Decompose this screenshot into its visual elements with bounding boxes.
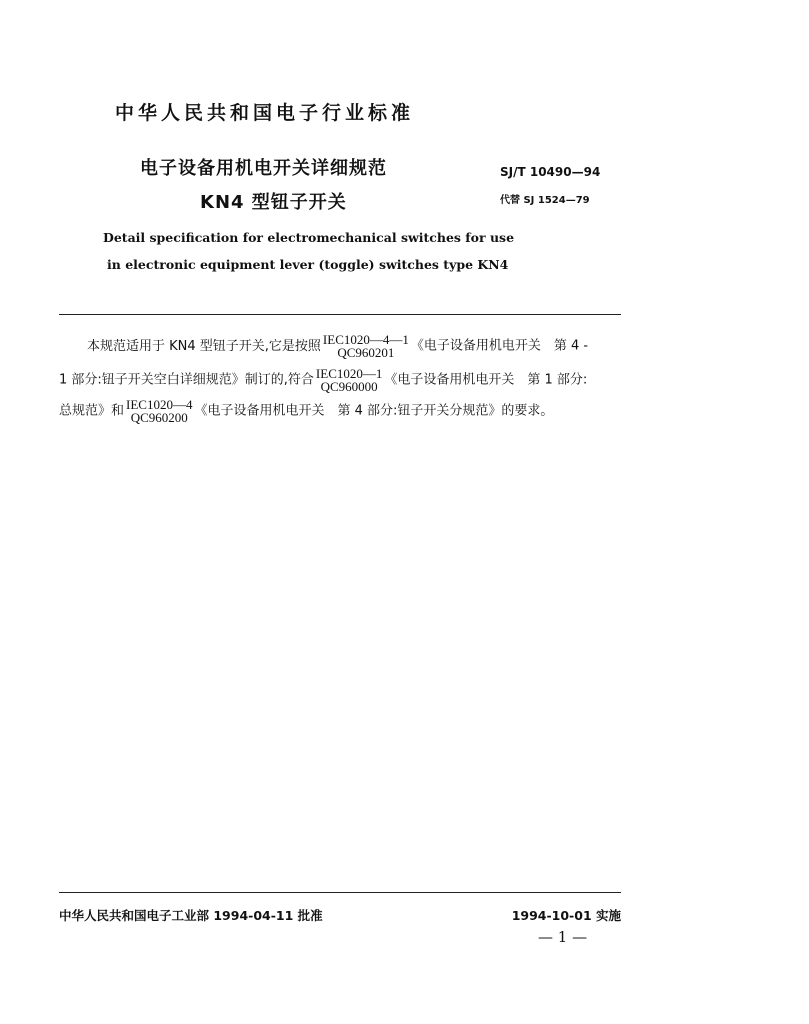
effective-date: 1994-10-01 实施 [511,908,621,923]
fraction-numerator: IEC1020—4—1 [322,332,409,347]
body-text: 本规范适用于 KN4 型钮子开关,它是按照 [87,338,321,354]
standard-number: SJ/T 10490—94 [500,165,601,179]
top-divider [59,314,621,315]
fraction-denominator: QC960200 [130,410,188,425]
bottom-divider [59,892,621,893]
fraction-numerator: IEC1020—4 [126,397,193,412]
fraction-denominator: QC960000 [320,379,378,394]
page-number: — 1 — [538,928,588,946]
english-title-line2: in electronic equipment lever (toggle) switches type KN4 [107,257,509,272]
body-paragraph-line1 [59,333,629,359]
body-text: 《电子设备用机电开关 第 1 部分: [384,372,588,388]
fraction-ref [316,367,382,393]
fraction-numerator: IEC1020—1 [315,366,383,381]
replaces-standard: 代替 SJ 1524—79 [500,195,590,206]
body-text: 《电子设备用机电开关 第 4 部分:钮子开关分规范》的要求。 [194,403,554,419]
fraction-ref [126,398,192,424]
issue-date: 中华人民共和国电子工业部 1994-04-11 批准 [59,908,323,923]
body-paragraph-line2 [59,367,629,393]
body-text: 《电子设备用机电开关 第 4 - [410,338,589,354]
document-title: 电子设备用机电开关详细规范 [140,158,387,179]
fraction-denominator: QC960201 [337,345,395,360]
body-paragraph-line3 [59,398,629,424]
industry-standard-heading: 中华人民共和国电子行业标准 [115,102,415,124]
fraction-ref [323,333,409,359]
document-subtitle: KN4 型钮子开关 [200,192,347,213]
body-text: 1 部分:钮子开关空白详细规范》制订的,符合 [59,372,314,388]
english-title-line1: Detail specification for electromechanical switches for use [103,230,515,245]
body-text: 总规范》和 [59,403,125,419]
